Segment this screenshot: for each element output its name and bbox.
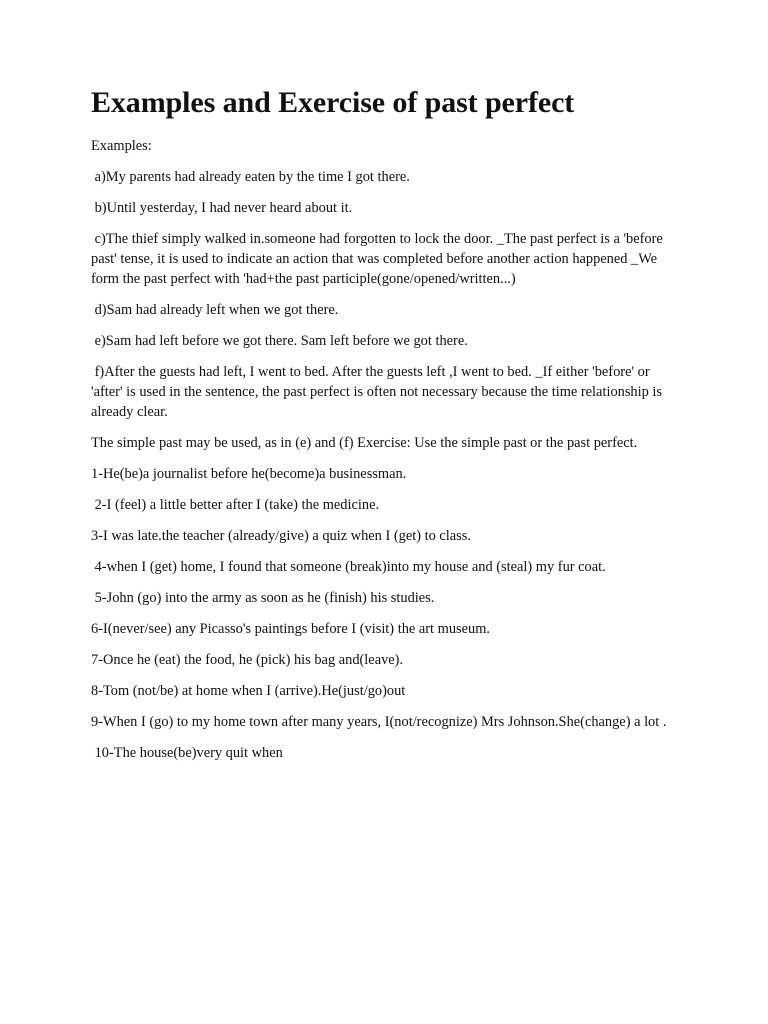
exercise-item-4: 4-when I (get) home, I found that someone (break)into my house and (steal) my fur coat. [91,559,606,575]
example-e: e)Sam had left before we got there. Sam left before we got there. [91,333,468,349]
example-b: b)Until yesterday, I had never heard about it. [91,200,353,216]
example-c: c)The thief simply walked in.someone had forgotten to lock the door. _The past perfect is a 'before past' tense, it is used to indicate an action that was completed before another action happened _We form the past perfect with 'had+the past participle(gone/opened/written...) [91,231,667,287]
exercise-item-1: 1-He(be)a journalist before he(become)a businessman. [91,466,407,482]
exercise-item-9: 9-When I (go) to my home town after many years, I(not/recognize) Mrs Johnson.She(change) a lot . [91,714,667,730]
example-a: a)My parents had already eaten by the time I got there. [91,169,410,185]
exercise-item-10: 10-The house(be)very quit when [91,745,283,761]
exercise-item-8: 8-Tom (not/be) at home when I (arrive).He(just/go)out [91,683,406,699]
exercise-item-7: 7-Once he (eat) the food, he (pick) his bag and(leave). [91,652,404,668]
exercise-item-5: 5-John (go) into the army as soon as he (finish) his studies. [91,590,435,606]
document-body [91,136,681,763]
page-title: Examples and Exercise of past perfect [91,86,575,119]
exercise-item-3: 3-I was late.the teacher (already/give) a quiz when I (get) to class. [91,528,471,544]
example-f: f)After the guests had left, I went to bed. After the guests left ,I went to bed. _If either 'before' or 'after' is used in the sentence, the past perfect is often not necessary because the time relationship is already clear. [91,364,666,420]
exercise-intro: The simple past may be used, as in (e) and (f) Exercise: Use the simple past or the past perfect. [91,435,638,451]
document-content [91,84,681,774]
examples-heading: Examples: [91,138,152,154]
example-d: d)Sam had already left when we got there. [91,302,339,318]
exercise-item-6: 6-I(never/see) any Picasso's paintings before I (visit) the art museum. [91,621,491,637]
exercise-item-2: 2-I (feel) a little better after I (take) the medicine. [91,497,380,513]
